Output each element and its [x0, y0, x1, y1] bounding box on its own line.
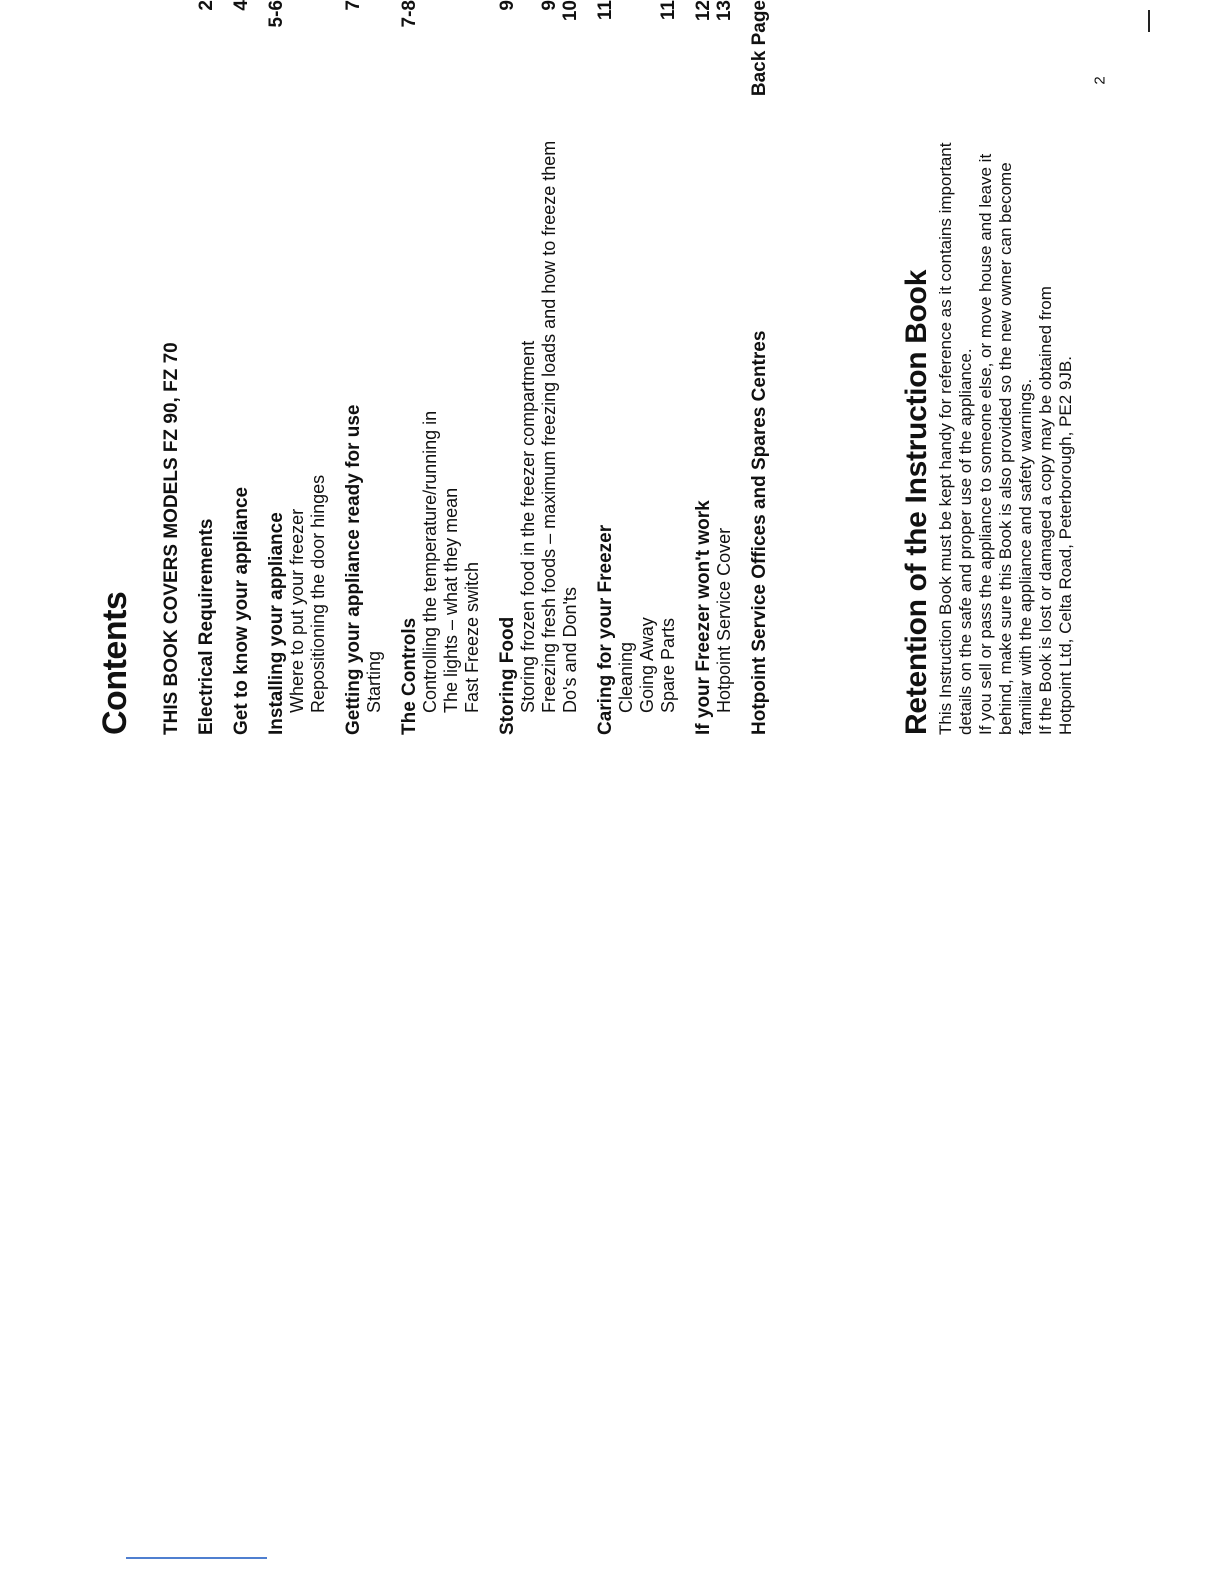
toc-heading: Installing your appliance — [266, 512, 287, 735]
toc-subentry: Storing frozen food in the freezer compartment — [518, 340, 538, 713]
toc-heading: Caring for your Freezer — [595, 524, 616, 735]
retention-text-line: familiar with the appliance and safety warnings. — [1016, 378, 1035, 735]
toc-page-number: 9 — [497, 0, 518, 11]
toc-heading: Getting your appliance ready for use — [343, 404, 364, 735]
retention-text-line: If the Book is lost or damaged a copy may be obtained from — [1036, 286, 1055, 735]
toc-heading: Get to know your appliance — [231, 486, 252, 735]
toc-subentry: Going Away — [637, 617, 657, 713]
toc-heading: If your Freezer won't work — [693, 500, 714, 735]
toc-heading: The Controls — [399, 617, 420, 735]
toc-entry-getting-ready — [343, 0, 385, 735]
toc-entry-storing-food — [497, 0, 581, 735]
toc-subentry: The lights – what they mean — [441, 487, 461, 713]
toc-heading: Storing Food — [497, 616, 518, 735]
toc-page-number: 4 — [231, 0, 252, 11]
retention-title: Retention of the Instruction Book — [900, 269, 933, 735]
toc-page-number: 9 — [539, 0, 560, 11]
toc-subentry: Do's and Don'ts — [560, 587, 580, 713]
scan-edge-mark — [1148, 10, 1150, 32]
toc-heading: Electrical Requirements — [196, 518, 217, 735]
toc-subentry: Controlling the temperature/running in — [420, 410, 440, 713]
toc-entry-installing — [266, 0, 329, 735]
toc-subentry: Repositioning the door hinges — [308, 474, 328, 713]
toc-subentry: Freezing fresh foods – maximum freezing loads and how to freeze them — [539, 140, 559, 713]
toc-page-number: Back Page — [749, 0, 770, 97]
toc-subentry: Where to put your freezer — [287, 508, 307, 713]
retention-text-line: details on the safe and proper use of the appliance. — [956, 348, 975, 735]
table-of-contents — [161, 0, 784, 735]
toc-entry-models — [161, 0, 182, 735]
toc-page-number: 13 — [714, 0, 735, 22]
rotated-page — [95, 0, 1165, 745]
retention-text-line: This Instruction Book must be kept handy for reference as it contains important — [936, 142, 955, 735]
toc-subentry: Spare Parts — [658, 617, 678, 713]
toc-entry-caring — [595, 0, 679, 735]
retention-text-line: behind, make sure this Book is also provided so the new owner can become — [996, 162, 1015, 735]
toc-subentry: Hotpoint Service Cover — [714, 527, 734, 713]
retention-text-line: If you sell or pass the appliance to someone else, or move house and leave it — [976, 153, 995, 735]
toc-entry-get-to-know — [231, 0, 252, 735]
toc-subentry: Starting — [364, 650, 384, 713]
toc-entry-service-offices — [749, 0, 770, 735]
toc-page-number: 7 — [343, 0, 364, 11]
contents-title: Contents — [96, 591, 134, 735]
toc-heading: Hotpoint Service Offices and Spares Centres — [749, 330, 770, 735]
retention-text-line: Hotpoint Ltd, Celta Road, Peterborough, PE2 9JB. — [1056, 356, 1075, 735]
toc-entry-electrical — [196, 0, 217, 735]
toc-subentry: Fast Freeze switch — [462, 561, 482, 713]
toc-entry-controls — [399, 0, 483, 735]
toc-page-number: 7-8 — [399, 0, 420, 28]
toc-page-number: 11 — [595, 0, 616, 21]
retention-section — [900, 15, 1076, 735]
toc-page-number: 10 — [560, 0, 581, 22]
scan-artifact-line — [126, 1557, 267, 1559]
toc-heading: THIS BOOK COVERS MODELS FZ 90, FZ 70 — [161, 342, 182, 735]
toc-page-number: 12 — [693, 0, 714, 22]
toc-subentry: Cleaning — [616, 641, 636, 713]
toc-page-number: 5-6 — [266, 0, 287, 28]
toc-page-number: 2 — [196, 0, 217, 11]
toc-entry-wont-work — [693, 0, 735, 735]
toc-page-number: 11 — [658, 0, 679, 21]
page-number: 2 — [1091, 76, 1109, 85]
